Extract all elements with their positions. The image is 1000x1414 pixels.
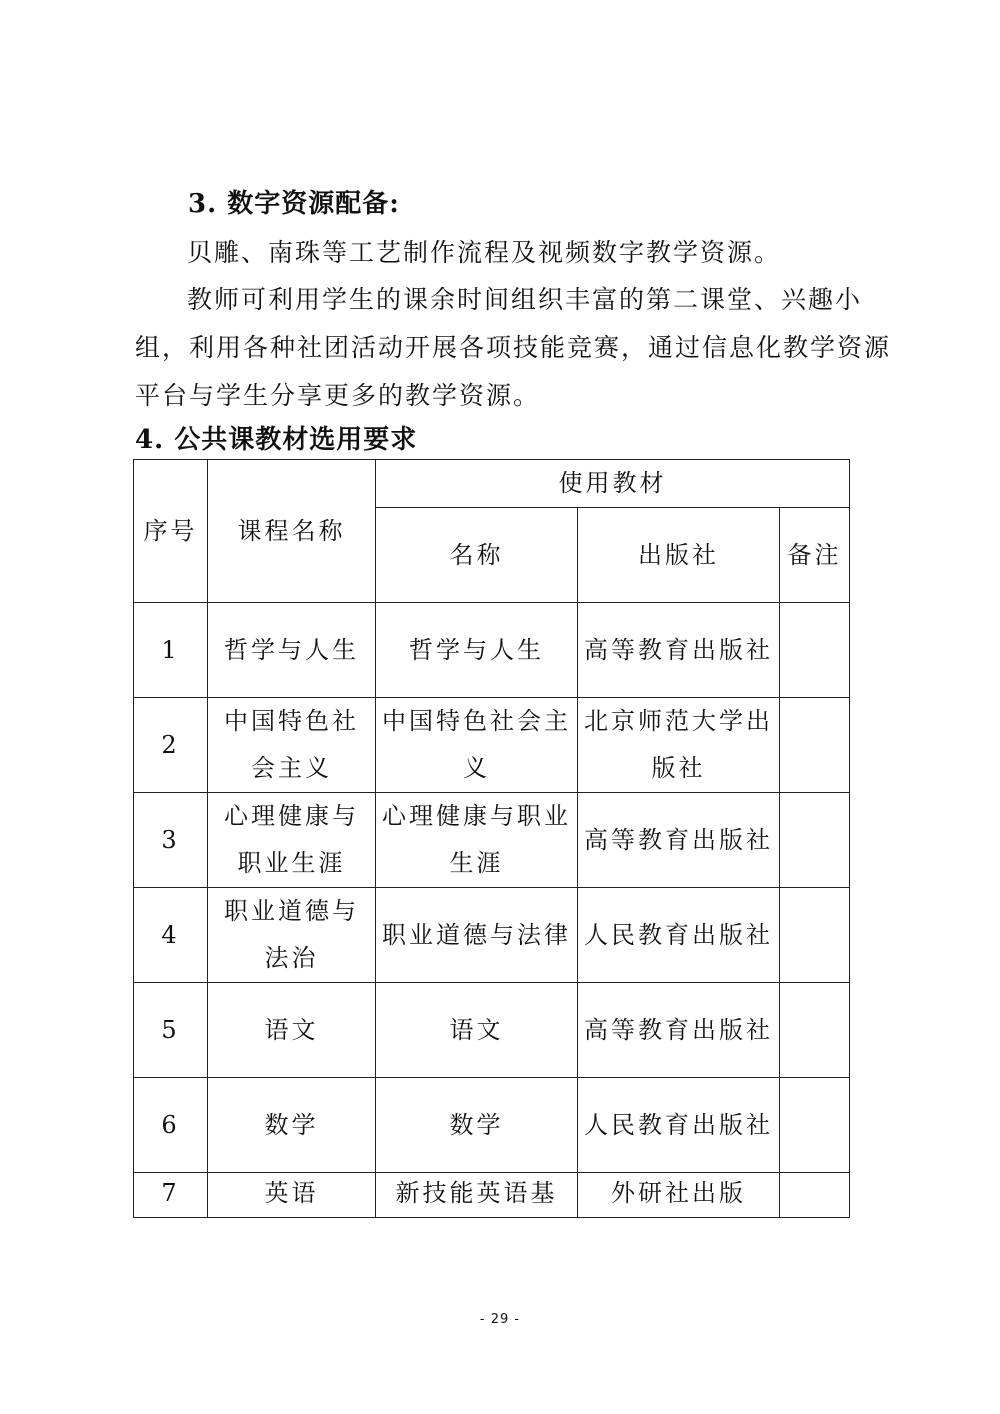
row-course: 哲学与人生: [208, 603, 376, 698]
row-note: [780, 1173, 850, 1218]
header-textbook-name: 名称: [376, 508, 578, 603]
row-course: 数学: [208, 1078, 376, 1173]
table-row: [134, 1078, 850, 1173]
row-course: 职业道德与法治: [208, 888, 376, 983]
row-textbook: 中国特色社会主义: [376, 698, 578, 793]
textbook-table: [133, 459, 850, 1218]
row-note: [780, 983, 850, 1078]
header-publisher: 出版社: [578, 508, 780, 603]
row-course: 语文: [208, 983, 376, 1078]
row-note: [780, 698, 850, 793]
row-publisher: 高等教育出版社: [578, 793, 780, 888]
header-no: 序号: [134, 460, 208, 603]
row-publisher: 外研社出版: [578, 1173, 780, 1218]
row-publisher: 北京师范大学出版社: [578, 698, 780, 793]
row-no: 3: [134, 793, 208, 888]
row-no: 6: [134, 1078, 208, 1173]
row-textbook: 新技能英语基: [376, 1173, 578, 1218]
header-note: 备注: [780, 508, 850, 603]
section-4-heading: 4. 公共课教材选用要求: [135, 425, 418, 455]
row-course: 英语: [208, 1173, 376, 1218]
table-row: [134, 983, 850, 1078]
row-no: 5: [134, 983, 208, 1078]
row-no: 2: [134, 698, 208, 793]
row-textbook: 语文: [376, 983, 578, 1078]
row-course: 心理健康与职业生涯: [208, 793, 376, 888]
row-note: [780, 1078, 850, 1173]
table-row: [134, 698, 850, 793]
section-3-paragraph-1: 贝雕、南珠等工艺制作流程及视频数字教学资源。: [187, 238, 782, 267]
row-note: [780, 888, 850, 983]
table-row: [134, 793, 850, 888]
row-textbook: 数学: [376, 1078, 578, 1173]
row-publisher: 高等教育出版社: [578, 603, 780, 698]
table-row: [134, 603, 850, 698]
section-3-heading: 3. 数字资源配备:: [188, 189, 400, 219]
table-row: [134, 1173, 850, 1218]
row-note: [780, 793, 850, 888]
row-textbook: 哲学与人生: [376, 603, 578, 698]
row-course: 中国特色社会主义: [208, 698, 376, 793]
row-no: 7: [134, 1173, 208, 1218]
row-publisher: 人民教育出版社: [578, 1078, 780, 1173]
page-number: - 29 -: [479, 1312, 521, 1327]
row-note: [780, 603, 850, 698]
row-textbook: 心理健康与职业生涯: [376, 793, 578, 888]
header-materials: 使用教材: [376, 460, 850, 508]
table-row: [134, 888, 850, 983]
section-3-paragraph-2: 教师可利用学生的课余时间组织丰富的第二课堂、兴趣小组，利用各种社团活动开展各项技能竞赛，通过信息化教学资源平台与学生分享更多的教学资源。: [135, 285, 892, 410]
row-publisher: 高等教育出版社: [578, 983, 780, 1078]
row-no: 4: [134, 888, 208, 983]
header-course-name: 课程名称: [208, 460, 376, 603]
row-textbook: 职业道德与法律: [376, 888, 578, 983]
row-publisher: 人民教育出版社: [578, 888, 780, 983]
row-no: 1: [134, 603, 208, 698]
